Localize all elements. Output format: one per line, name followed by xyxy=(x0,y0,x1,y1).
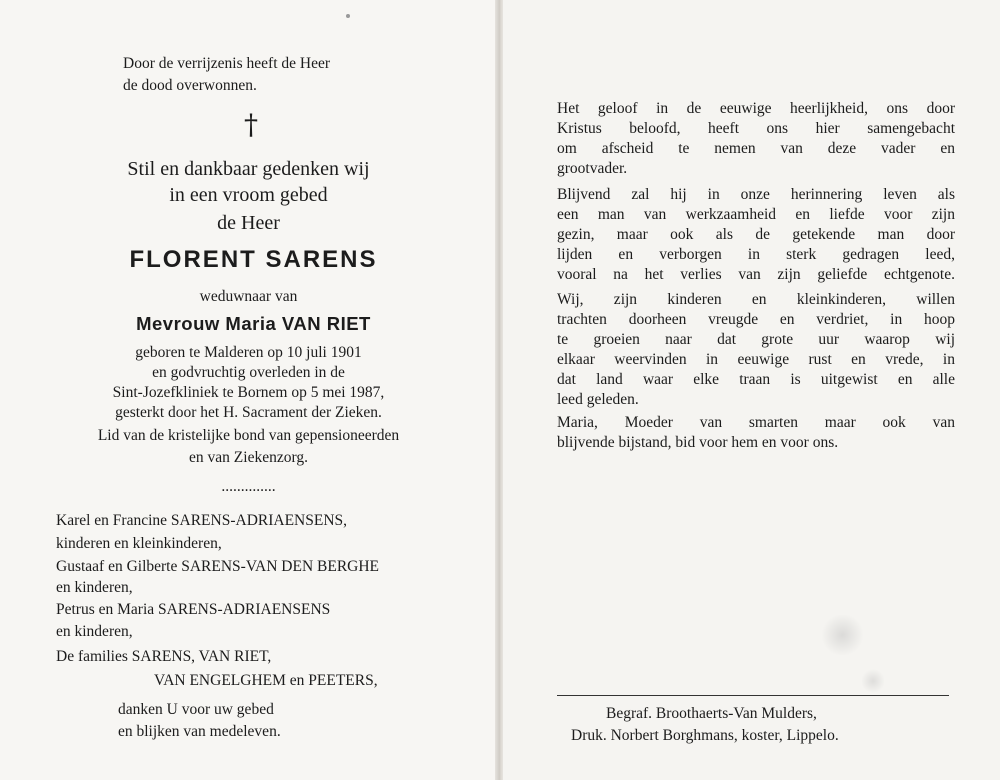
family-line-1: Karel en Francine SARENS-ADRIAENSENS, xyxy=(56,512,348,529)
spouse-name: Mevrouw Maria VAN RIET xyxy=(136,313,371,334)
thanks-line-1: danken U voor uw gebed xyxy=(118,701,274,718)
para1-line-2: Kristus beloofd, heeft ons hier samengebacht xyxy=(557,120,955,137)
para1-line-1: Het geloof in de eeuwige heerlijkheid, ons door xyxy=(557,100,955,117)
para3-line-5: dat land waar elke traan is uitgewist en alle xyxy=(557,371,955,388)
separator-dots: .............. xyxy=(221,478,276,495)
family-line-8: VAN ENGELGHEM en PEETERS, xyxy=(154,672,378,689)
footer-line-2: Druk. Norbert Borghmans, koster, Lippelo. xyxy=(571,727,839,744)
para4-line-2: blijvende bijstand, bid voor hem en voor ons. xyxy=(557,434,839,451)
bio-line-6: en van Ziekenzorg. xyxy=(189,449,308,466)
para2-line-4: lijden en verborgen in sterk gedragen leed, xyxy=(557,246,955,263)
intro-line-3: de Heer xyxy=(217,212,280,234)
para2-line-3: gezin, maar ook als de getekende man door xyxy=(557,226,955,243)
intro-line-1: Stil en dankbaar gedenken wij xyxy=(127,158,370,180)
bio-line-5: Lid van de kristelijke bond van gepensioneerden xyxy=(97,427,400,444)
para3-line-2: trachten doorheen vreugde en verdriet, in hoop xyxy=(557,311,955,328)
paper-stain xyxy=(820,615,865,655)
family-line-4: en kinderen, xyxy=(56,579,133,596)
para1-line-4: grootvader. xyxy=(557,160,628,177)
bio-line-4: gesterkt door het H. Sacrament der Zieken. xyxy=(115,404,382,421)
para3-line-4: elkaar weervinden in eeuwige rust en vrede, in xyxy=(557,351,955,368)
para1-line-3: om afscheid te nemen van deze vader en xyxy=(557,140,955,157)
cross-icon: † xyxy=(244,108,258,141)
para2-line-2: een man van werkzaamheid en liefde voor zijn xyxy=(557,206,955,223)
thanks-line-2: en blijken van medeleven. xyxy=(118,723,281,740)
para4-line-1: Maria, Moeder van smarten maar ook van xyxy=(557,414,955,431)
family-line-6: en kinderen, xyxy=(56,623,133,640)
bio-line-2: en godvruchtig overleden in de xyxy=(152,364,345,381)
para3-line-6: leed geleden. xyxy=(557,391,639,408)
deceased-name: FLORENT SARENS xyxy=(129,246,378,273)
verse-line-1: Door de verrijzenis heeft de Heer xyxy=(123,55,330,72)
family-line-3: Gustaaf en Gilberte SARENS-VAN DEN BERGHE xyxy=(56,558,380,575)
paper-stain-small xyxy=(862,668,884,694)
para2-line-5: vooral na het verlies van zijn geliefde echtgenote. xyxy=(557,266,955,283)
intro-line-2: in een vroom gebed xyxy=(169,184,328,206)
family-line-2: kinderen en kleinkinderen, xyxy=(56,535,222,552)
footer-line-1: Begraf. Broothaerts-Van Mulders, xyxy=(606,705,817,722)
left-card-panel xyxy=(0,0,497,780)
widower-of: weduwnaar van xyxy=(199,288,298,305)
paper-speck xyxy=(346,14,350,18)
right-card-panel xyxy=(503,0,1000,780)
footer-rule xyxy=(557,695,949,696)
bio-line-3: Sint-Jozefkliniek te Bornem op 5 mei 1987, xyxy=(112,384,385,401)
para2-line-1: Blijvend zal hij in onze herinnering leven als xyxy=(557,186,955,203)
para3-line-3: te groeien naar dat grote uur waarop wij xyxy=(557,331,955,348)
family-line-5: Petrus en Maria SARENS-ADRIAENSENS xyxy=(56,601,331,618)
para3-line-1: Wij, zijn kinderen en kleinkinderen, willen xyxy=(557,291,955,308)
family-line-7: De families SARENS, VAN RIET, xyxy=(56,648,272,665)
bio-line-1: geboren te Malderen op 10 juli 1901 xyxy=(135,344,362,361)
verse-line-2: de dood overwonnen. xyxy=(123,77,257,94)
